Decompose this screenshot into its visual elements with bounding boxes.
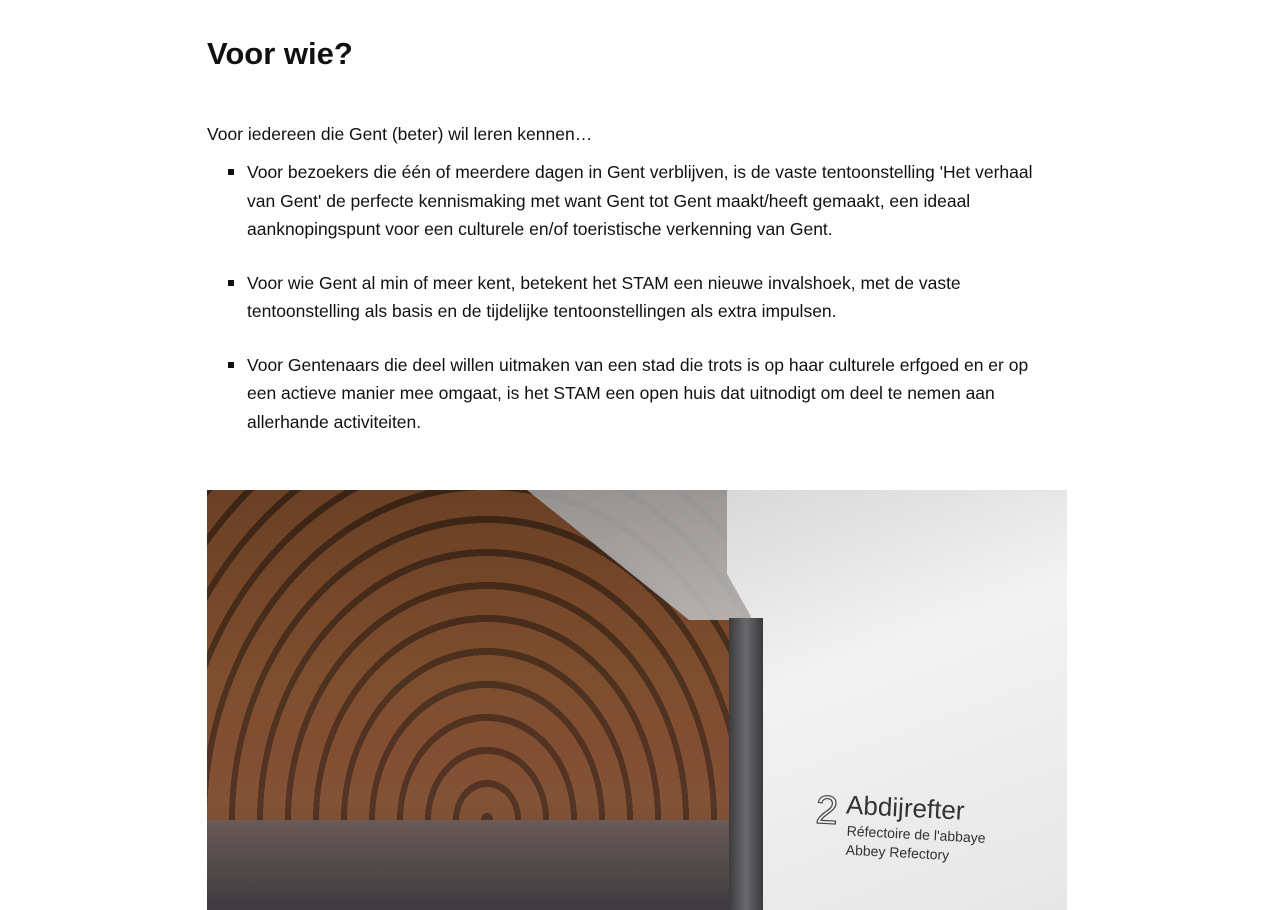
list-item-text: Voor Gentenaars die deel willen uitmaken van een stad die trots is op haar culturele erfgoed en er op een actieve manier mee omgaat, is het STAM een open huis dat uitnodigt om deel te nemen aan allerhande activiteiten. <box>247 354 1029 432</box>
abbey-refectory-photo <box>207 490 1067 910</box>
floor <box>207 820 767 910</box>
list-item-text: Voor wie Gent al min of meer kent, betekent het STAM een nieuwe invalshoek, met de vaste tentoonstelling als basis en de tijdelijke tentoonstellingen als extra impulsen. <box>247 272 961 321</box>
list-item <box>207 269 1047 326</box>
list-item-text: Voor bezoekers die één of meerdere dagen in Gent verblijven, is de vaste tentoonstelling 'Het verhaal van Gent' de perfecte kennismaking met want Gent tot Gent maakt/heeft gemaakt, een ideaal aanknopingspunt voor een culturele en/of toeristische verkenning van Gent. <box>247 162 1033 239</box>
bullet-icon <box>228 280 234 286</box>
bullet-icon <box>228 362 234 368</box>
list-item <box>207 351 1047 437</box>
section-heading: Voor wie? <box>207 36 353 71</box>
audience-list <box>207 158 1047 461</box>
sign-number: 2 <box>814 788 840 834</box>
list-item <box>207 158 1047 244</box>
intro-text: Voor iedereen die Gent (beter) wil leren kennen… <box>207 123 593 144</box>
bullet-icon <box>228 169 234 175</box>
sign-french: Réfectoire de l'abbaye <box>846 822 986 846</box>
sign-english: Abbey Refectory <box>845 841 950 863</box>
door-frame <box>729 618 763 910</box>
sign-title: Abdijrefter <box>845 789 966 826</box>
